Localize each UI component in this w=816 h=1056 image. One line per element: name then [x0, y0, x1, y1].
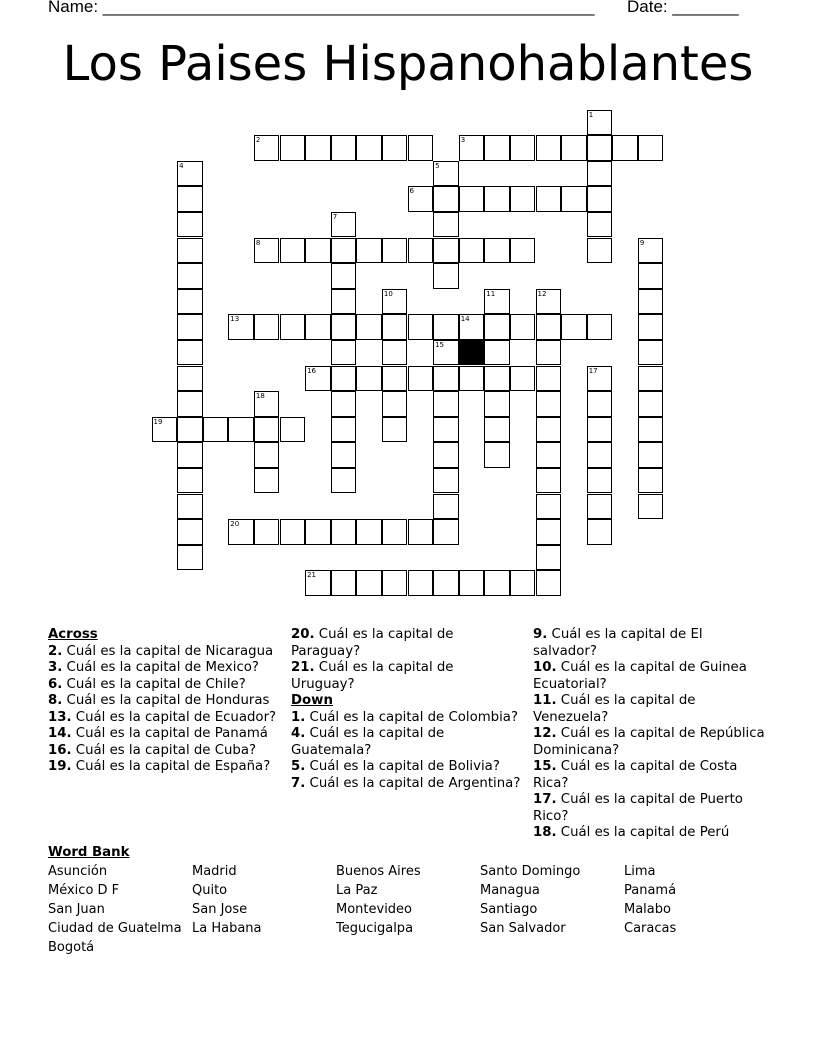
- grid-cell[interactable]: [536, 417, 562, 443]
- grid-cell[interactable]: [408, 519, 434, 545]
- page-title: Los Paises Hispanohablantes: [62, 36, 754, 92]
- grid-cell[interactable]: [587, 391, 613, 417]
- clue-number: 21: [307, 571, 317, 580]
- across-clue: 13. Cuál es la capital de Ecuador?: [48, 709, 277, 725]
- grid-cell[interactable]: [484, 391, 510, 417]
- grid-cell[interactable]: [638, 340, 664, 366]
- grid-cell[interactable]: [536, 391, 562, 417]
- grid-cell[interactable]: [356, 238, 382, 264]
- down-clue: 9. Cuál es la capital de El salvador?: [533, 627, 703, 659]
- grid-cell[interactable]: [331, 519, 357, 545]
- name-field[interactable]: Name: ____________________________________________________: [48, 0, 595, 16]
- grid-cell[interactable]: [305, 238, 331, 264]
- grid-cell[interactable]: [510, 570, 536, 596]
- grid-cell[interactable]: [408, 570, 434, 596]
- grid-cell[interactable]: [433, 366, 459, 392]
- grid-cell[interactable]: [510, 366, 536, 392]
- clue-number: 18: [255, 392, 265, 401]
- down-clue: 1. Cuál es la capital de Colombia?: [291, 709, 518, 725]
- clue-number: 20: [230, 520, 240, 529]
- clue-column-1: [48, 627, 278, 776]
- word-bank-column: [336, 862, 421, 938]
- grid-cell[interactable]: [408, 135, 434, 161]
- clue-number: 9: [639, 238, 645, 247]
- grid-cell[interactable]: [638, 391, 664, 417]
- grid-cell[interactable]: [510, 314, 536, 340]
- grid-cell[interactable]: [331, 417, 357, 443]
- grid-cell[interactable]: [587, 494, 613, 520]
- grid-cell[interactable]: [459, 186, 485, 212]
- grid-cell[interactable]: [331, 289, 357, 315]
- down-clue: 4. Cuál es la capital de Guatemala?: [291, 726, 445, 758]
- word-bank-item: San Jose: [192, 902, 248, 917]
- grid-cell[interactable]: [408, 314, 434, 340]
- grid-cell[interactable]: [177, 289, 203, 315]
- grid-cell[interactable]: [433, 263, 459, 289]
- grid-cell[interactable]: [382, 340, 408, 366]
- grid-cell[interactable]: [587, 238, 613, 264]
- word-bank-column: [192, 862, 262, 938]
- grid-cell[interactable]: [408, 238, 434, 264]
- grid-cell[interactable]: [177, 366, 203, 392]
- grid-cell[interactable]: [331, 366, 357, 392]
- clue-number: 12: [537, 289, 547, 298]
- clue-number: 13: [230, 315, 240, 324]
- grid-cell[interactable]: [587, 161, 613, 187]
- across-clue: 6. Cuál es la capital de Chile?: [48, 676, 246, 692]
- grid-cell[interactable]: [177, 494, 203, 520]
- grid-cell[interactable]: [484, 366, 510, 392]
- grid-cell[interactable]: [356, 570, 382, 596]
- grid-cell[interactable]: [612, 135, 638, 161]
- grid-cell[interactable]: [536, 366, 562, 392]
- clue-number: 17: [588, 366, 598, 375]
- grid-cell[interactable]: [433, 391, 459, 417]
- grid-cell[interactable]: [536, 135, 562, 161]
- grid-cell[interactable]: [177, 442, 203, 468]
- grid-cell[interactable]: [536, 340, 562, 366]
- grid-cell[interactable]: [331, 442, 357, 468]
- grid-cell[interactable]: [561, 314, 587, 340]
- word-bank-item: Santo Domingo: [480, 864, 581, 879]
- grid-cell[interactable]: [177, 391, 203, 417]
- across-heading: Across: [48, 627, 98, 642]
- grid-cell[interactable]: [280, 238, 306, 264]
- word-bank-item: Bogotá: [48, 940, 95, 955]
- grid-cell[interactable]: [203, 417, 229, 443]
- word-bank-item: México D F: [48, 883, 120, 898]
- grid-cell[interactable]: [638, 494, 664, 520]
- clue-number: 10: [383, 289, 393, 298]
- clue-column-2: [291, 627, 521, 792]
- grid-cell[interactable]: [536, 468, 562, 494]
- grid-cell[interactable]: [177, 238, 203, 264]
- grid-cell[interactable]: [382, 570, 408, 596]
- grid-cell[interactable]: [177, 545, 203, 571]
- grid-cell[interactable]: [331, 391, 357, 417]
- grid-cell[interactable]: [254, 417, 280, 443]
- grid-cell[interactable]: [587, 135, 613, 161]
- word-bank-item: Asunción: [48, 864, 108, 879]
- grid-cell[interactable]: [177, 314, 203, 340]
- clue-number: 1: [588, 110, 594, 119]
- across-clue: 16. Cuál es la capital de Cuba?: [48, 742, 257, 758]
- grid-cell[interactable]: [484, 135, 510, 161]
- grid-cell[interactable]: [638, 417, 664, 443]
- down-clue: 12. Cuál es la capital de República Dominicana?: [533, 726, 765, 758]
- grid-cell[interactable]: [638, 263, 664, 289]
- clue-column-3: [533, 627, 768, 842]
- grid-cell[interactable]: [356, 314, 382, 340]
- word-bank-item: Madrid: [192, 864, 237, 879]
- grid-cell[interactable]: [382, 366, 408, 392]
- grid-cell[interactable]: [433, 417, 459, 443]
- grid-cell[interactable]: [536, 442, 562, 468]
- grid-cell[interactable]: [484, 340, 510, 366]
- grid-cell[interactable]: [280, 135, 306, 161]
- word-bank-item: Malabo: [624, 902, 671, 917]
- word-bank-item: La Habana: [192, 921, 262, 936]
- grid-cell[interactable]: [536, 494, 562, 520]
- grid-cell[interactable]: [510, 238, 536, 264]
- clue-number: 3: [460, 136, 466, 145]
- grid-cell[interactable]: [228, 417, 254, 443]
- clue-number: 6: [409, 187, 414, 196]
- grid-cell[interactable]: [433, 442, 459, 468]
- word-bank-item: Santiago: [480, 902, 538, 917]
- down-heading: Down: [291, 693, 333, 708]
- grid-cell[interactable]: [280, 519, 306, 545]
- word-bank-item: La Paz: [336, 883, 378, 898]
- grid-cell[interactable]: [280, 314, 306, 340]
- word-bank-column: [624, 862, 676, 938]
- grid-cell[interactable]: [638, 468, 664, 494]
- grid-cell[interactable]: [638, 289, 664, 315]
- across-clue: 2. Cuál es la capital de Nicaragua: [48, 643, 274, 659]
- grid-cell[interactable]: [305, 314, 331, 340]
- grid-cell[interactable]: [510, 186, 536, 212]
- word-bank-column: [480, 862, 580, 938]
- clue-number: 2: [255, 136, 261, 145]
- down-clue: 10. Cuál es la capital de Guinea Ecuatorial?: [533, 660, 747, 692]
- grid-cell[interactable]: [638, 314, 664, 340]
- grid-cell[interactable]: [433, 519, 459, 545]
- grid-cell[interactable]: [382, 519, 408, 545]
- grid-cell[interactable]: [382, 238, 408, 264]
- grid-cell[interactable]: [382, 135, 408, 161]
- across-clue: 14. Cuál es la capital de Panamá: [48, 726, 268, 741]
- grid-cell[interactable]: [587, 468, 613, 494]
- across-clue: 20. Cuál es la capital de Paraguay?: [291, 627, 454, 659]
- grid-cell[interactable]: [177, 468, 203, 494]
- clue-number: 14: [460, 315, 470, 324]
- grid-cell[interactable]: [331, 238, 357, 264]
- grid-cell[interactable]: [433, 468, 459, 494]
- word-bank-item: Managua: [480, 883, 540, 898]
- grid-cell[interactable]: [254, 519, 280, 545]
- word-bank-item: Panamá: [624, 883, 677, 898]
- grid-cell[interactable]: [356, 135, 382, 161]
- word-bank-item: San Juan: [48, 902, 105, 917]
- clue-number: 16: [307, 366, 317, 375]
- clue-number: 19: [153, 417, 163, 426]
- grid-cell[interactable]: [536, 186, 562, 212]
- word-bank-item: Tegucigalpa: [336, 921, 414, 936]
- down-clue: 7. Cuál es la capital de Argentina?: [291, 775, 521, 791]
- word-bank-item: San Salvador: [480, 921, 566, 936]
- grid-cell[interactable]: [331, 263, 357, 289]
- across-clue: 19. Cuál es la capital de España?: [48, 759, 271, 774]
- grid-cell[interactable]: [331, 468, 357, 494]
- clue-number: 7: [332, 212, 338, 221]
- grid-cell[interactable]: [331, 570, 357, 596]
- grid-cell[interactable]: [331, 135, 357, 161]
- down-clue: 17. Cuál es la capital de Puerto Rico?: [533, 792, 743, 824]
- word-bank-item: Montevideo: [336, 902, 413, 917]
- word-bank-heading: Word Bank: [48, 845, 130, 860]
- grid-cell[interactable]: [484, 314, 510, 340]
- grid-cell[interactable]: [177, 263, 203, 289]
- black-cell: [459, 340, 485, 366]
- grid-cell[interactable]: [382, 417, 408, 443]
- grid-cell[interactable]: [254, 314, 280, 340]
- word-bank-item: Caracas: [624, 921, 677, 936]
- grid-cell[interactable]: [433, 212, 459, 238]
- grid-cell[interactable]: [484, 570, 510, 596]
- grid-cell[interactable]: [177, 340, 203, 366]
- word-bank-item: Quito: [192, 883, 228, 898]
- grid-cell[interactable]: [638, 366, 664, 392]
- down-clue: 15. Cuál es la capital de Costa Rica?: [533, 759, 738, 791]
- grid-cell[interactable]: [484, 186, 510, 212]
- clue-number: 15: [435, 340, 445, 349]
- grid-cell[interactable]: [536, 545, 562, 571]
- grid-cell[interactable]: [433, 238, 459, 264]
- grid-cell[interactable]: [536, 519, 562, 545]
- grid-cell[interactable]: [356, 519, 382, 545]
- grid-cell[interactable]: [177, 186, 203, 212]
- grid-cell[interactable]: [587, 186, 613, 212]
- grid-cell[interactable]: [587, 417, 613, 443]
- grid-cell[interactable]: [561, 135, 587, 161]
- grid-cell[interactable]: [459, 366, 485, 392]
- clue-number: 4: [179, 161, 184, 170]
- grid-cell[interactable]: [382, 314, 408, 340]
- grid-cell[interactable]: [484, 442, 510, 468]
- grid-cell[interactable]: [280, 417, 306, 443]
- grid-cell[interactable]: [638, 135, 664, 161]
- grid-cell[interactable]: [587, 519, 613, 545]
- grid-cell[interactable]: [536, 570, 562, 596]
- grid-cell[interactable]: [254, 468, 280, 494]
- word-bank-item: Ciudad de Guatelma: [48, 921, 182, 936]
- grid-cell[interactable]: [587, 442, 613, 468]
- grid-cell[interactable]: [484, 417, 510, 443]
- grid-cell[interactable]: [484, 238, 510, 264]
- word-bank-column: [48, 862, 182, 957]
- grid-cell[interactable]: [536, 314, 562, 340]
- grid-cell[interactable]: [382, 391, 408, 417]
- across-clue: 3. Cuál es la capital de Mexico?: [48, 660, 259, 675]
- grid-cell[interactable]: [459, 570, 485, 596]
- down-clue: 5. Cuál es la capital de Bolivia?: [291, 759, 500, 774]
- grid-cell[interactable]: [561, 186, 587, 212]
- clue-number: 8: [255, 238, 261, 247]
- grid-cell[interactable]: [177, 212, 203, 238]
- word-bank-item: Lima: [624, 864, 656, 879]
- down-clue: 11. Cuál es la capital de Venezuela?: [533, 693, 696, 725]
- date-field[interactable]: Date: _______: [627, 0, 739, 16]
- grid-cell[interactable]: [408, 366, 434, 392]
- grid-cell[interactable]: [459, 238, 485, 264]
- grid-cell[interactable]: [433, 314, 459, 340]
- clue-number: 11: [486, 289, 496, 298]
- grid-cell[interactable]: [331, 314, 357, 340]
- grid-cell[interactable]: [331, 340, 357, 366]
- grid-cell[interactable]: [254, 442, 280, 468]
- grid-cell[interactable]: [510, 135, 536, 161]
- grid-cell[interactable]: [587, 314, 613, 340]
- grid-cell[interactable]: [356, 366, 382, 392]
- grid-cell[interactable]: [177, 417, 203, 443]
- down-clue: 18. Cuál es la capital de Perú: [533, 825, 730, 840]
- grid-cell[interactable]: [177, 519, 203, 545]
- grid-cell[interactable]: [587, 212, 613, 238]
- grid-cell[interactable]: [433, 570, 459, 596]
- grid-cell[interactable]: [433, 494, 459, 520]
- across-clue: 8. Cuál es la capital de Honduras: [48, 693, 270, 708]
- grid-cell[interactable]: [638, 442, 664, 468]
- word-bank-item: Buenos Aires: [336, 864, 421, 879]
- grid-cell[interactable]: [305, 135, 331, 161]
- grid-cell[interactable]: [305, 519, 331, 545]
- across-clue: 21. Cuál es la capital de Uruguay?: [291, 660, 454, 692]
- grid-cell[interactable]: [433, 186, 459, 212]
- clue-number: 5: [435, 161, 440, 170]
